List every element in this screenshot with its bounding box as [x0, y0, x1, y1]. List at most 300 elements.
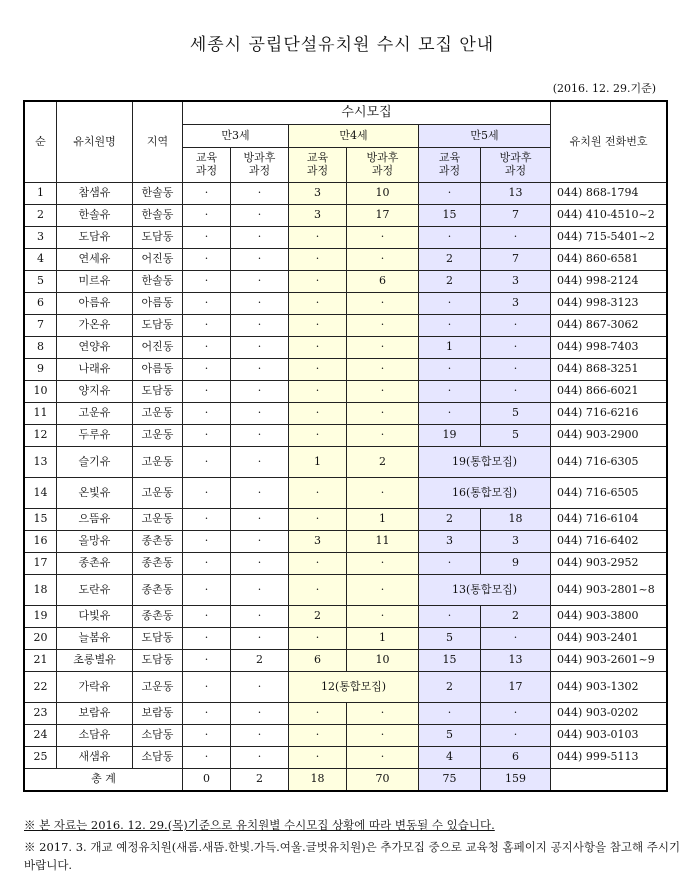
cell-phone: 044) 903-2401 [551, 628, 667, 650]
subheader-edu-3 [183, 148, 231, 183]
cell-phone: 044) 903-2900 [551, 425, 667, 447]
cell-name: 슬기유 [57, 447, 133, 478]
cell-age4-edu: · [289, 337, 347, 359]
cell-age5-edu: 4 [419, 747, 481, 769]
cell-age4-edu: · [289, 747, 347, 769]
header-region: 지역 [133, 102, 183, 183]
cell-age5-edu: 15 [419, 650, 481, 672]
cell-age4-after: 6 [347, 271, 419, 293]
cell-no: 13 [25, 447, 57, 478]
cell-age4-edu: · [289, 509, 347, 531]
cell-no: 2 [25, 205, 57, 227]
cell-region: 고운동 [133, 478, 183, 509]
cell-age3-edu: · [183, 271, 231, 293]
cell-age4-edu: 2 [289, 606, 347, 628]
cell-age5-after: 5 [481, 403, 551, 425]
total-age5-after: 159 [481, 769, 551, 791]
cell-age5-after: 6 [481, 747, 551, 769]
table-row [25, 315, 667, 337]
cell-age3-after: · [231, 403, 289, 425]
cell-no: 12 [25, 425, 57, 447]
cell-no: 24 [25, 725, 57, 747]
cell-age5-edu: 2 [419, 271, 481, 293]
cell-age5-after: · [481, 703, 551, 725]
total-age4-edu: 18 [289, 769, 347, 791]
cell-age3-after: · [231, 315, 289, 337]
cell-no: 7 [25, 315, 57, 337]
cell-phone: 044) 716-6216 [551, 403, 667, 425]
cell-region: 종촌동 [133, 531, 183, 553]
cell-region: 소담동 [133, 725, 183, 747]
table-row [25, 725, 667, 747]
cell-age5-after: 3 [481, 271, 551, 293]
cell-age3-edu: · [183, 337, 231, 359]
cell-age3-edu: · [183, 227, 231, 249]
cell-region: 고운동 [133, 447, 183, 478]
cell-phone: 044) 716-6104 [551, 509, 667, 531]
cell-age4-edu: · [289, 425, 347, 447]
table-row [25, 703, 667, 725]
cell-age5-after: · [481, 725, 551, 747]
cell-age3-after: · [231, 249, 289, 271]
cell-age4-after: · [347, 478, 419, 509]
table-row [25, 293, 667, 315]
cell-age3-edu: · [183, 650, 231, 672]
cell-age3-after: · [231, 205, 289, 227]
cell-age5-after: · [481, 227, 551, 249]
cell-age3-after: · [231, 478, 289, 509]
total-age4-after: 70 [347, 769, 419, 791]
cell-name: 두루유 [57, 425, 133, 447]
cell-age4-edu: · [289, 293, 347, 315]
cell-age5-edu: 19 [419, 425, 481, 447]
table-row [25, 249, 667, 271]
cell-age3-after: · [231, 337, 289, 359]
cell-age5-edu: · [419, 703, 481, 725]
header-age3: 만3세 [183, 125, 289, 148]
cell-name: 종촌유 [57, 553, 133, 575]
cell-phone: 044) 903-2801~8 [551, 575, 667, 606]
cell-age3-after: 2 [231, 650, 289, 672]
cell-age5-edu: · [419, 403, 481, 425]
subheader-line: 방과후 [499, 151, 532, 165]
subheader-line: 과정 [195, 164, 218, 177]
cell-age5-after: 3 [481, 531, 551, 553]
total-age5-edu: 75 [419, 769, 481, 791]
cell-age3-after: · [231, 703, 289, 725]
cell-age3-edu: · [183, 725, 231, 747]
cell-age5-after: 7 [481, 249, 551, 271]
cell-name: 나래유 [57, 359, 133, 381]
cell-name: 가락유 [57, 672, 133, 703]
cell-no: 14 [25, 478, 57, 509]
subheader-edu-4 [289, 148, 347, 183]
header-recruit: 수시모집 [183, 102, 551, 125]
cell-no: 23 [25, 703, 57, 725]
cell-age3-edu: · [183, 509, 231, 531]
cell-phone: 044) 998-3123 [551, 293, 667, 315]
cell-age4-after: 17 [347, 205, 419, 227]
cell-age3-edu: · [183, 575, 231, 606]
cell-age4-after: 2 [347, 447, 419, 478]
cell-age4-after: · [347, 227, 419, 249]
cell-age3-after: · [231, 293, 289, 315]
table-row [25, 205, 667, 227]
cell-region: 한솔동 [133, 271, 183, 293]
footnote-2: ※ 2017. 3. 개교 예정유치원(새롬.새뜸.한빛.가득.여울.글벗유치원)은 추가모집 중으로 교육청 홈페이지 공지사항을 참고해 주시기 바랍니다. [24, 840, 681, 872]
cell-age4-after: · [347, 425, 419, 447]
table-row [25, 227, 667, 249]
subheader-line: 과정 [504, 164, 527, 177]
subheader-line: 교육 [195, 151, 218, 165]
cell-age3-after: · [231, 747, 289, 769]
cell-age4-edu: 6 [289, 650, 347, 672]
cell-age3-edu: · [183, 249, 231, 271]
cell-age4-after: 10 [347, 183, 419, 205]
cell-name: 도담유 [57, 227, 133, 249]
cell-region: 어진동 [133, 249, 183, 271]
cell-age3-after: · [231, 271, 289, 293]
cell-no: 15 [25, 509, 57, 531]
table-row [25, 337, 667, 359]
table-row [25, 478, 667, 509]
cell-region: 고운동 [133, 509, 183, 531]
cell-age3-edu: · [183, 747, 231, 769]
cell-age4-edu: · [289, 553, 347, 575]
cell-age4-edu: · [289, 315, 347, 337]
cell-name: 새샘유 [57, 747, 133, 769]
subheader-line: 과정 [438, 164, 461, 177]
cell-phone: 044) 903-2952 [551, 553, 667, 575]
header-no: 순 [25, 102, 57, 183]
cell-age5-after: 9 [481, 553, 551, 575]
table-row [25, 553, 667, 575]
cell-age3-after: · [231, 553, 289, 575]
cell-phone: 044) 715-5401~2 [551, 227, 667, 249]
cell-age3-edu: · [183, 553, 231, 575]
cell-no: 19 [25, 606, 57, 628]
cell-name: 연세유 [57, 249, 133, 271]
cell-region: 아름동 [133, 293, 183, 315]
cell-phone: 044) 998-7403 [551, 337, 667, 359]
cell-age4-after: · [347, 359, 419, 381]
cell-name: 가온유 [57, 315, 133, 337]
cell-age4-after: · [347, 725, 419, 747]
cell-region: 한솔동 [133, 205, 183, 227]
cell-age3-after: · [231, 359, 289, 381]
subheader-line: 과정 [371, 164, 394, 177]
cell-age4-edu: · [289, 227, 347, 249]
cell-age3-edu: · [183, 628, 231, 650]
cell-age5-merged: 13(통합모집) [419, 575, 551, 606]
cell-age4-after: · [347, 747, 419, 769]
table-row [25, 381, 667, 403]
cell-age5-after: 13 [481, 650, 551, 672]
cell-age5-after: · [481, 359, 551, 381]
cell-age3-edu: · [183, 183, 231, 205]
cell-age5-after: 3 [481, 293, 551, 315]
cell-name: 고운유 [57, 403, 133, 425]
cell-age5-edu: 1 [419, 337, 481, 359]
cell-age3-edu: · [183, 425, 231, 447]
cell-phone: 044) 903-0103 [551, 725, 667, 747]
table-row [25, 575, 667, 606]
cell-age3-edu: · [183, 359, 231, 381]
cell-age5-edu: 3 [419, 531, 481, 553]
cell-no: 9 [25, 359, 57, 381]
cell-age3-after: · [231, 606, 289, 628]
subheader-after-4 [347, 148, 419, 183]
cell-phone: 044) 868-3251 [551, 359, 667, 381]
cell-region: 종촌동 [133, 606, 183, 628]
cell-no: 1 [25, 183, 57, 205]
cell-region: 도담동 [133, 628, 183, 650]
cell-no: 20 [25, 628, 57, 650]
cell-no: 8 [25, 337, 57, 359]
cell-age3-after: · [231, 531, 289, 553]
cell-phone: 044) 903-2601~9 [551, 650, 667, 672]
total-age3-after: 2 [231, 769, 289, 791]
cell-no: 5 [25, 271, 57, 293]
table-row [25, 509, 667, 531]
cell-age3-after: · [231, 575, 289, 606]
subheader-after-3 [231, 148, 289, 183]
cell-region: 고운동 [133, 672, 183, 703]
cell-region: 도담동 [133, 227, 183, 249]
cell-region: 한솔동 [133, 183, 183, 205]
cell-name: 양지유 [57, 381, 133, 403]
cell-name: 소담유 [57, 725, 133, 747]
cell-age4-merged: 12(통합모집) [289, 672, 419, 703]
cell-phone: 044) 860-6581 [551, 249, 667, 271]
cell-age5-edu: 15 [419, 205, 481, 227]
cell-age3-edu: · [183, 672, 231, 703]
cell-region: 고운동 [133, 403, 183, 425]
cell-age5-after: 13 [481, 183, 551, 205]
cell-age5-edu: · [419, 359, 481, 381]
cell-no: 18 [25, 575, 57, 606]
cell-age3-after: · [231, 425, 289, 447]
cell-no: 17 [25, 553, 57, 575]
cell-age3-after: · [231, 381, 289, 403]
cell-age4-after: · [347, 293, 419, 315]
cell-phone: 044) 866-6021 [551, 381, 667, 403]
cell-age5-edu: 2 [419, 672, 481, 703]
table-row [25, 183, 667, 205]
total-age3-edu: 0 [183, 769, 231, 791]
cell-name: 도란유 [57, 575, 133, 606]
cell-age4-edu: 3 [289, 205, 347, 227]
cell-region: 어진동 [133, 337, 183, 359]
cell-age4-after: · [347, 553, 419, 575]
cell-age5-edu: · [419, 381, 481, 403]
cell-phone: 044) 867-3062 [551, 315, 667, 337]
cell-age3-edu: · [183, 703, 231, 725]
cell-name: 한솔유 [57, 205, 133, 227]
cell-name: 다빛유 [57, 606, 133, 628]
cell-age5-after: 18 [481, 509, 551, 531]
cell-name: 온빛유 [57, 478, 133, 509]
header-age5: 만5세 [419, 125, 551, 148]
cell-age5-edu: · [419, 227, 481, 249]
recruitment-table [24, 101, 667, 791]
cell-age4-edu: · [289, 249, 347, 271]
cell-age4-after: · [347, 403, 419, 425]
cell-age3-after: · [231, 725, 289, 747]
cell-age3-edu: · [183, 205, 231, 227]
cell-age3-edu: · [183, 478, 231, 509]
table-row [25, 606, 667, 628]
cell-age3-edu: · [183, 531, 231, 553]
cell-no: 3 [25, 227, 57, 249]
cell-age5-edu: 5 [419, 628, 481, 650]
cell-age5-after: · [481, 315, 551, 337]
cell-region: 아름동 [133, 359, 183, 381]
cell-age4-edu: · [289, 725, 347, 747]
cell-age3-edu: · [183, 447, 231, 478]
cell-age4-edu: · [289, 381, 347, 403]
cell-age5-edu: 5 [419, 725, 481, 747]
cell-age3-edu: · [183, 606, 231, 628]
cell-no: 6 [25, 293, 57, 315]
cell-age4-edu: 3 [289, 183, 347, 205]
cell-age5-after: · [481, 381, 551, 403]
cell-no: 11 [25, 403, 57, 425]
cell-age4-edu: · [289, 478, 347, 509]
cell-age3-after: · [231, 227, 289, 249]
cell-no: 16 [25, 531, 57, 553]
table-row [25, 628, 667, 650]
cell-age3-edu: · [183, 381, 231, 403]
cell-name: 올망유 [57, 531, 133, 553]
cell-phone: 044) 999-5113 [551, 747, 667, 769]
cell-no: 4 [25, 249, 57, 271]
cell-name: 미르유 [57, 271, 133, 293]
cell-phone: 044) 903-3800 [551, 606, 667, 628]
page-title: 세종시 공립단설유치원 수시 모집 안내 [189, 35, 495, 55]
cell-age5-merged: 16(통합모집) [419, 478, 551, 509]
table-row [25, 271, 667, 293]
cell-age3-after: · [231, 672, 289, 703]
cell-age5-after: · [481, 628, 551, 650]
cell-phone: 044) 410-4510~2 [551, 205, 667, 227]
cell-phone: 044) 716-6305 [551, 447, 667, 478]
cell-age5-merged: 19(통합모집) [419, 447, 551, 478]
cell-age4-edu: · [289, 575, 347, 606]
cell-region: 종촌동 [133, 553, 183, 575]
subheader-line: 과정 [248, 164, 271, 177]
cell-age4-edu: · [289, 359, 347, 381]
subheader-line: 교육 [438, 151, 461, 165]
cell-age5-after: 17 [481, 672, 551, 703]
cell-region: 도담동 [133, 381, 183, 403]
cell-phone: 044) 903-1302 [551, 672, 667, 703]
cell-region: 종촌동 [133, 575, 183, 606]
cell-phone: 044) 998-2124 [551, 271, 667, 293]
cell-age4-after: 10 [347, 650, 419, 672]
table-row [25, 359, 667, 381]
table-row [25, 447, 667, 478]
cell-name: 으뜸유 [57, 509, 133, 531]
subheader-line: 방과후 [243, 151, 276, 165]
cell-age4-after: · [347, 575, 419, 606]
cell-age3-edu: · [183, 315, 231, 337]
cell-phone: 044) 716-6402 [551, 531, 667, 553]
cell-age4-edu: · [289, 271, 347, 293]
cell-age5-edu: 2 [419, 249, 481, 271]
cell-age4-after: 1 [347, 509, 419, 531]
cell-age4-after: · [347, 381, 419, 403]
cell-region: 소담동 [133, 747, 183, 769]
subheader-line: 방과후 [366, 151, 399, 165]
cell-age4-edu: · [289, 403, 347, 425]
cell-age4-after: · [347, 315, 419, 337]
cell-phone: 044) 716-6505 [551, 478, 667, 509]
cell-phone: 044) 868-1794 [551, 183, 667, 205]
cell-region: 도담동 [133, 650, 183, 672]
cell-age3-after: · [231, 628, 289, 650]
cell-name: 보람유 [57, 703, 133, 725]
cell-no: 22 [25, 672, 57, 703]
cell-name: 늘봄유 [57, 628, 133, 650]
cell-no: 21 [25, 650, 57, 672]
total-row [25, 769, 667, 791]
cell-name: 아름유 [57, 293, 133, 315]
cell-age5-edu: · [419, 293, 481, 315]
cell-age5-edu: 2 [419, 509, 481, 531]
cell-region: 보람동 [133, 703, 183, 725]
cell-age4-edu: · [289, 628, 347, 650]
footnote-1: ※ 본 자료는 2016. 12. 29.(목)기준으로 유치원별 수시모집 상황에 따라 변동될 수 있습니다. [24, 818, 495, 832]
cell-phone: 044) 903-0202 [551, 703, 667, 725]
cell-age4-edu: 3 [289, 531, 347, 553]
cell-age3-edu: · [183, 293, 231, 315]
total-phone-empty [551, 769, 667, 791]
cell-age3-edu: · [183, 403, 231, 425]
table-row [25, 672, 667, 703]
cell-age4-after: 11 [347, 531, 419, 553]
cell-age5-after: 5 [481, 425, 551, 447]
table-row [25, 650, 667, 672]
cell-name: 참샘유 [57, 183, 133, 205]
cell-region: 도담동 [133, 315, 183, 337]
cell-no: 25 [25, 747, 57, 769]
header-age4: 만4세 [289, 125, 419, 148]
cell-age5-edu: · [419, 606, 481, 628]
cell-age4-edu: 1 [289, 447, 347, 478]
cell-region: 고운동 [133, 425, 183, 447]
cell-age4-edu: · [289, 703, 347, 725]
table-row [25, 531, 667, 553]
cell-no: 10 [25, 381, 57, 403]
cell-age3-after: · [231, 509, 289, 531]
cell-age5-edu: · [419, 315, 481, 337]
cell-age3-after: · [231, 447, 289, 478]
cell-name: 연양유 [57, 337, 133, 359]
header-name: 유치원명 [57, 102, 133, 183]
cell-age3-after: · [231, 183, 289, 205]
base-date: (2016. 12. 29.기준) [552, 82, 656, 95]
cell-age5-after: 2 [481, 606, 551, 628]
subheader-line: 과정 [306, 164, 329, 177]
cell-age5-after: · [481, 337, 551, 359]
subheader-line: 교육 [306, 151, 329, 165]
cell-age4-after: · [347, 606, 419, 628]
cell-age4-after: 1 [347, 628, 419, 650]
cell-age5-edu: · [419, 553, 481, 575]
cell-age4-after: · [347, 337, 419, 359]
table-row [25, 747, 667, 769]
